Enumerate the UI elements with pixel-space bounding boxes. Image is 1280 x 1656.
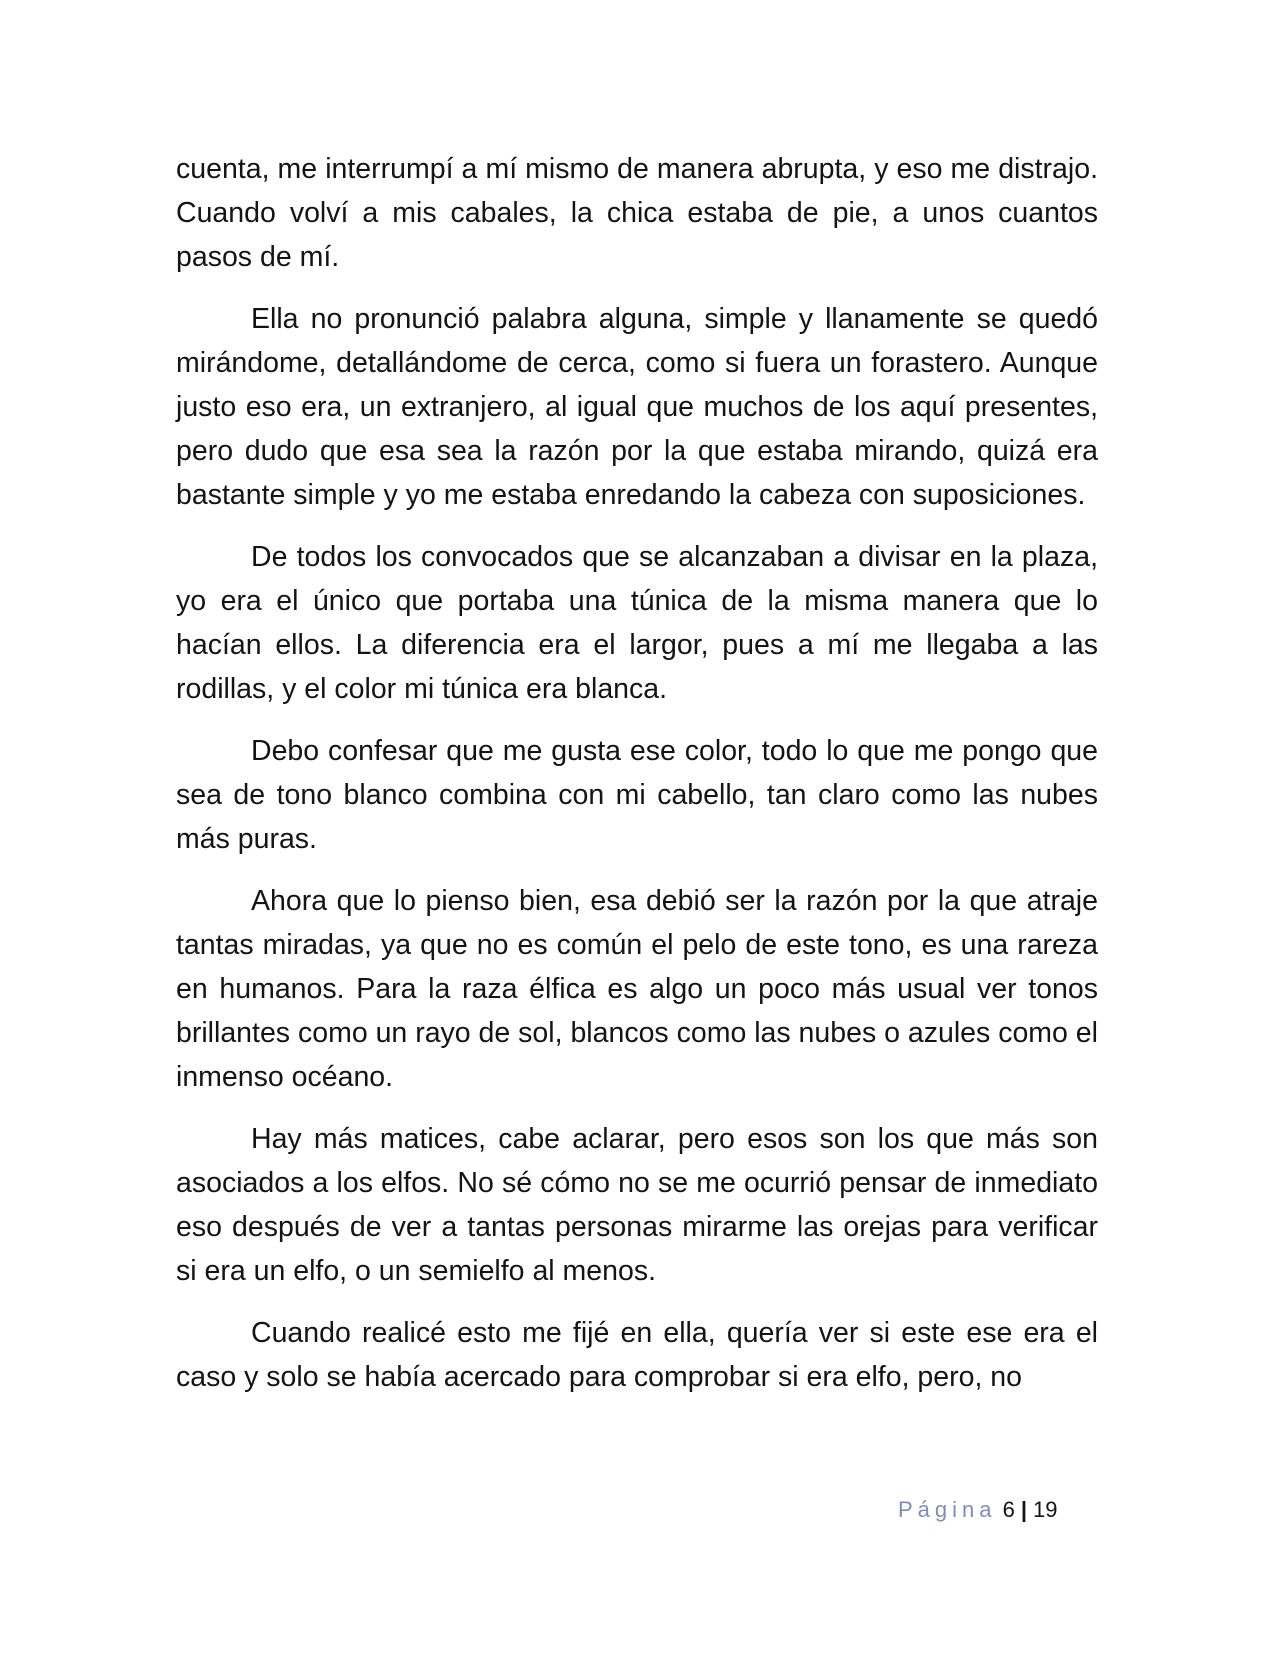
page-footer: [898, 1496, 1058, 1524]
paragraph-1: cuenta, me interrumpí a mí mismo de manera abrupta, y eso me distrajo. Cuando volví a mis cabales, la chica estaba de pie, a unos cuantos pasos de mí.: [176, 153, 1098, 273]
total-pages: 19: [1033, 1497, 1058, 1522]
body-text: [176, 147, 1098, 1417]
paragraph-2: Ella no pronunció palabra alguna, simple y llanamente se quedó mirándome, detallándome de cerca, como si fuera un forastero. Aunque justo eso era, un extranjero, al igual que muchos de los aquí presentes, pero dudo que esa sea la razón por la que estaba mirando, quizá era bastante simple y yo me estaba enredando la cabeza con suposiciones.: [176, 303, 1098, 511]
paragraph-7: Cuando realicé esto me fijé en ella, quería ver si este ese era el caso y solo se había acercado para comprobar si era elfo, pero, no: [176, 1317, 1098, 1393]
paragraph-5: Ahora que lo pienso bien, esa debió ser la razón por la que atraje tantas miradas, ya que no es común el pelo de este tono, es una rareza en humanos. Para la raza élfica es algo un poco más usual ver tonos brillantes como un rayo de sol, blancos como las nubes o azules como el inmenso océano.: [176, 885, 1098, 1093]
paragraph-3: De todos los convocados que se alcanzaban a divisar en la plaza, yo era el único que portaba una túnica de la misma manera que lo hacían ellos. La diferencia era el largor, pues a mí me llegaba a las rodillas, y el color mi túnica era blanca.: [176, 541, 1098, 705]
page-number: 6: [1002, 1497, 1015, 1522]
page-label: Página: [898, 1497, 997, 1522]
paragraph-6: Hay más matices, cabe aclarar, pero esos son los que más son asociados a los elfos. No sé cómo no se me ocurrió pensar de inmediato eso después de ver a tantas personas mirarme las orejas para verificar si era un elfo, o un semielfo al menos.: [176, 1123, 1098, 1287]
paragraph-4: Debo confesar que me gusta ese color, todo lo que me pongo que sea de tono blanco combina con mi cabello, tan claro como las nubes más puras.: [176, 735, 1098, 855]
page-separator: |: [1020, 1497, 1028, 1522]
